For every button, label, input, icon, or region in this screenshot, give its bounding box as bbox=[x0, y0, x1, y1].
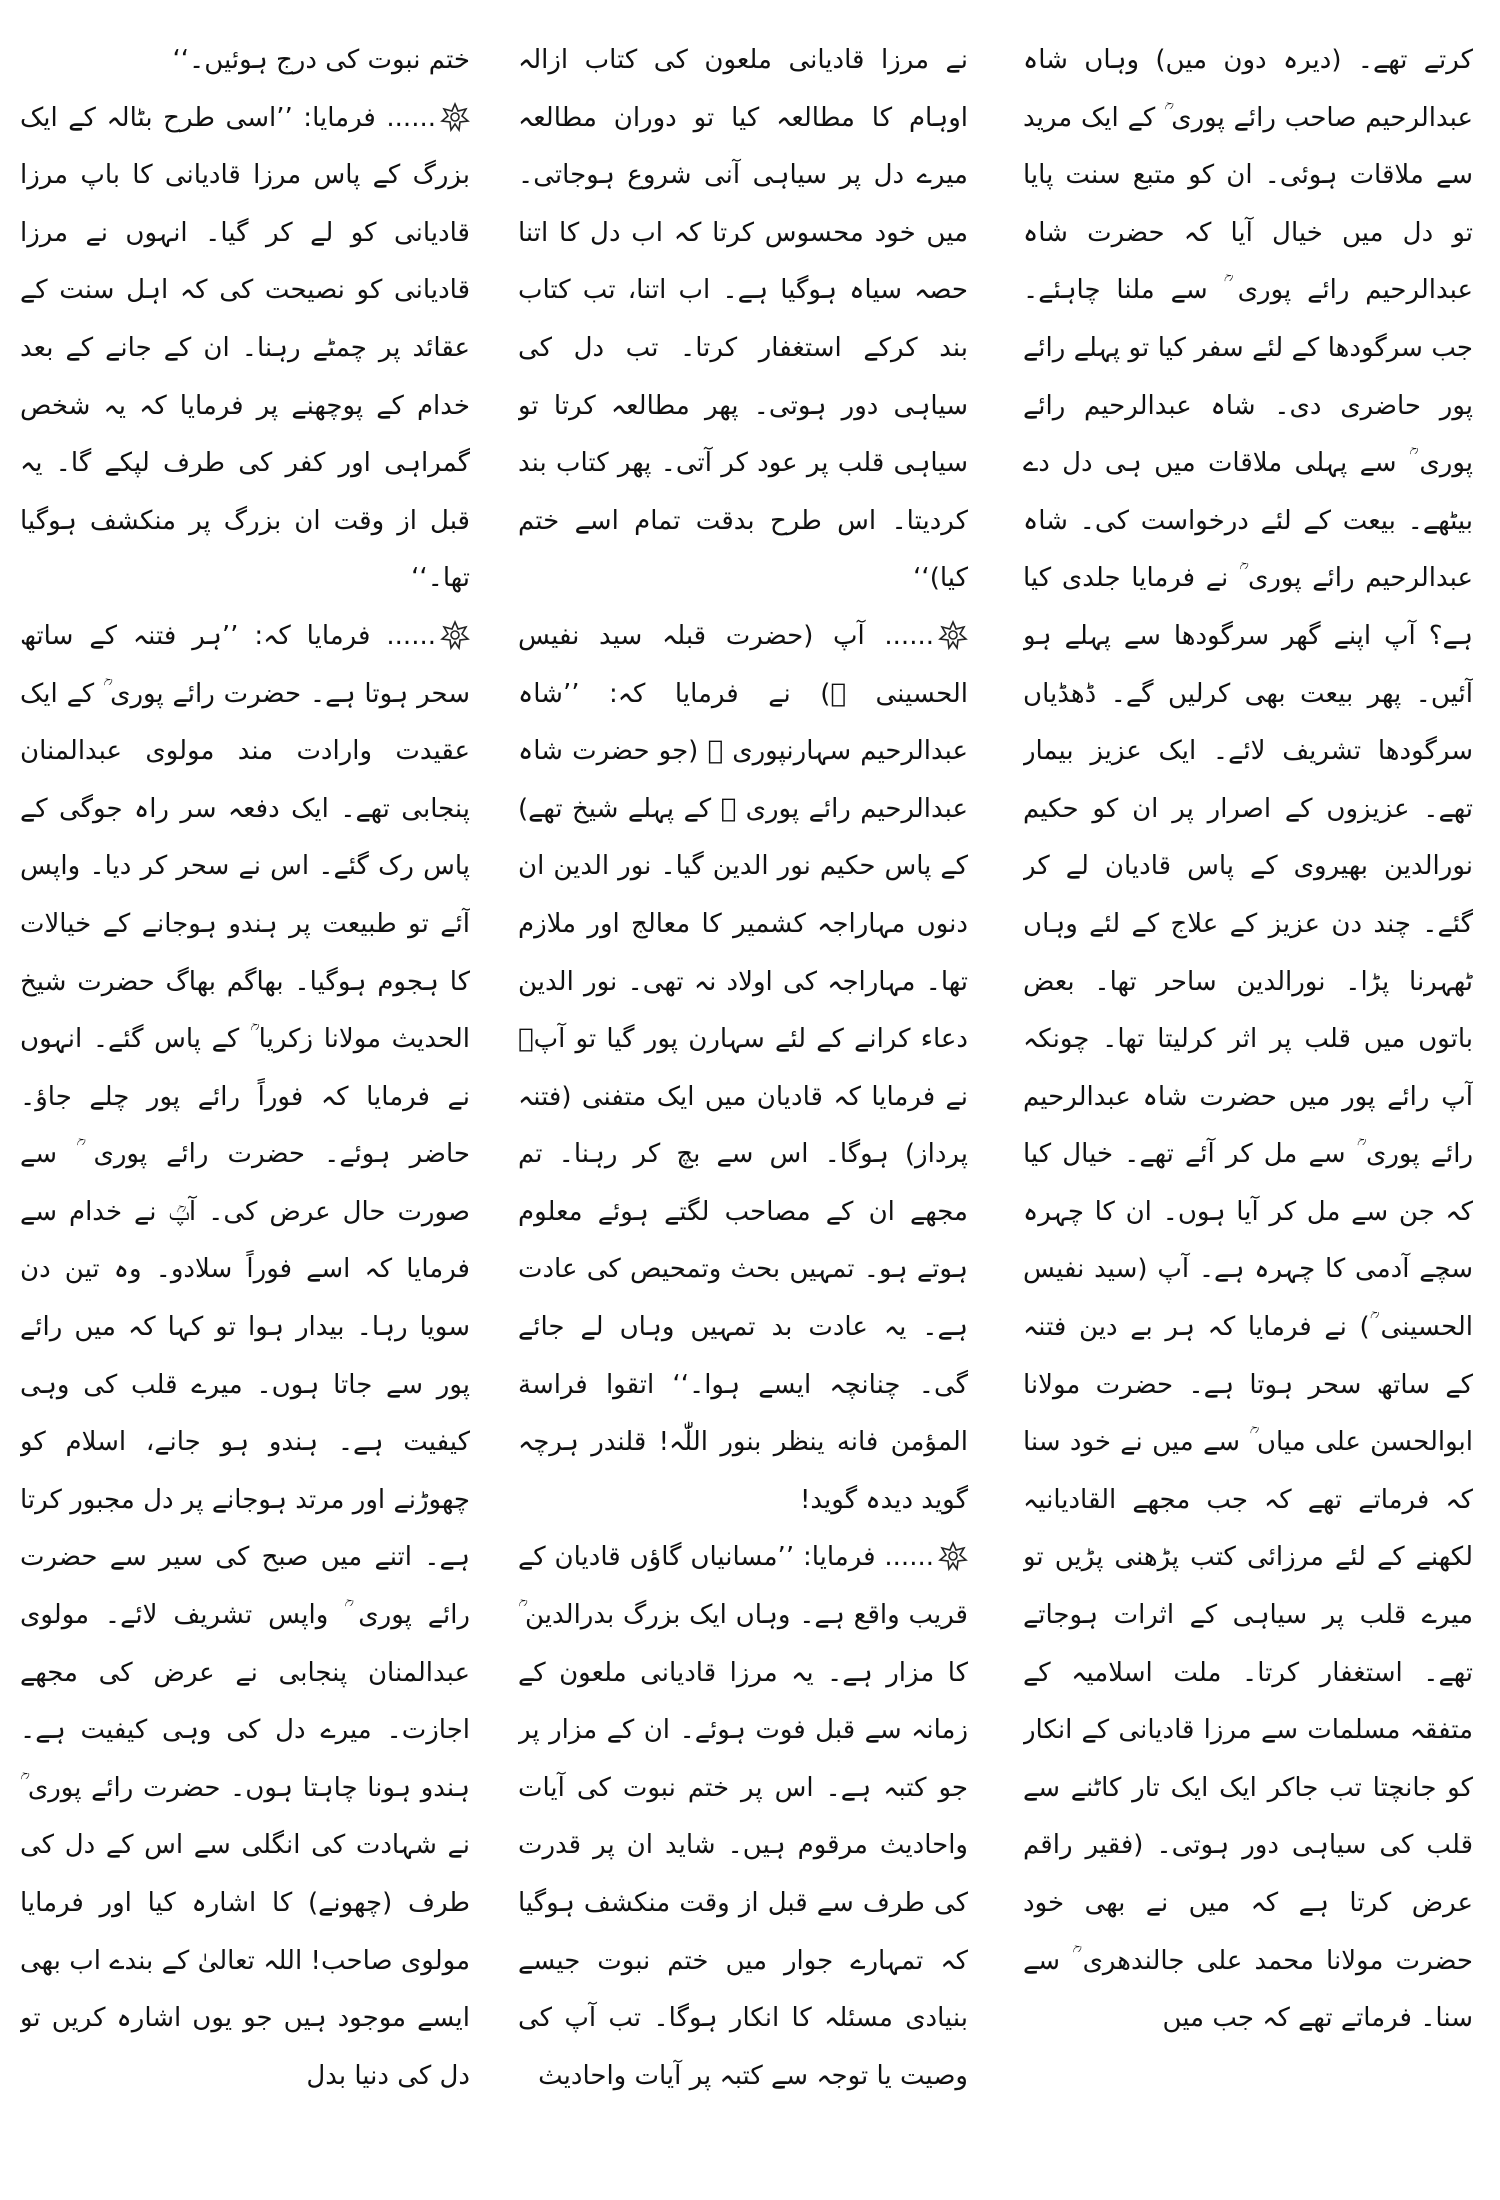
paragraph: نے مرزا قادیانی ملعون کی کتاب ازالہ اوہام کا مطالعہ کیا تو دوران مطالعہ میرے دل پر سیاہی آنی شروع ہوجاتی۔ میں خود محسوس کرتا کہ اب دل کا اتنا حصہ سیاہ ہوگیا ہے۔ اب اتنا، تب کتاب بند کرکے استغفار کرتا۔ تب دل کی سیاہی دور ہوتی۔ پھر مطالعہ کرتا تو سیاہی قلب پر عود کر آتی۔ پھر کتاب بند کردیتا۔ اس طرح بدقت تمام اسے ختم کیا)‘‘ bbox=[518, 45, 968, 594]
paragraph-with-marker bbox=[518, 608, 968, 1530]
paragraph-with-marker bbox=[20, 90, 470, 608]
star-flower-icon bbox=[440, 102, 470, 132]
paragraph-text: ...... فرمایا: ’’اسی طرح بٹالہ کے ایک بزرگ کے پاس مرزا قادیانی کا باپ مرزا قادیانی کو لے کر گیا۔ انہوں نے مرزا قادیانی کو نصیحت کی کہ اہل سنت کے عقائد پر چمٹے رہنا۔ ان کے جانے کے بعد خدام کے پوچھنے پر فرمایا کہ یہ شخص گمراہی اور کفر کی طرف لپکے گا۔ یہ قبل از وقت ان بزرگ پر منکشف ہوگیا تھا۔‘‘ bbox=[20, 102, 470, 594]
paragraph: ختم نبوت کی درج ہوئیں۔‘‘ bbox=[172, 45, 470, 75]
text-column-right bbox=[1023, 32, 1473, 2182]
text-column-left bbox=[20, 32, 470, 2182]
star-flower-icon bbox=[938, 620, 968, 650]
paragraph-with-marker bbox=[20, 608, 470, 2105]
paragraph-with-marker bbox=[518, 1529, 968, 2105]
paragraph-text: ...... فرمایا: ’’مسانیاں گاؤں قادیان کے قریب واقع ہے۔ وہاں ایک بزرگ بدرالدین ؒ کا مزار ہے۔ یہ مرزا قادیانی ملعون کے زمانہ سے قبل فوت ہوئے۔ ان کے مزار پر جو کتبہ ہے۔ اس پر ختم نبوت کی آیات واحادیث مرقوم ہیں۔ شاید ان پر قدرت کی طرف سے قبل از وقت منکشف ہوگیا کہ تمہارے جوار میں ختم نبوت جیسے بنیادی مسئلہ کا انکار ہوگا۔ تب آپ کی وصیت یا توجہ سے کتبہ پر آیات واحادیث bbox=[518, 1542, 968, 2091]
star-flower-icon bbox=[938, 1541, 968, 1571]
star-flower-icon bbox=[440, 620, 470, 650]
text-column-middle bbox=[518, 32, 968, 2182]
paragraph-text: ...... آپ (حضرت قبلہ سید نفیس الحسینی ؒ) نے فرمایا کہ: ’’شاہ عبدالرحیم سہارنپوری ؒ (جو حضرت شاہ عبدالرحیم رائے پوری ؒ کے پہلے شیخ تھے) کے پاس حکیم نور الدین گیا۔ نور الدین ان دنوں مہاراجہ کشمیر کا معالج اور ملازم تھا۔ مہاراجہ کی اولاد نہ تھی۔ نور الدین دعاء کرانے کے لئے سہارن پور گیا تو آپؒ نے فرمایا کہ قادیان میں ایک متفنی (فتنہ پرداز) ہوگا۔ اس سے بچ کر رہنا۔ تم مجھے ان کے مصاحب لگتے ہوئے معلوم ہوتے ہو۔ تمہیں بحث وتمحیص کی عادت ہے۔ یہ عادت بد تمہیں وہاں لے جائے گی۔ چنانچہ ایسے ہوا۔‘‘ اتقوا فراسة المؤمن فانه ینظر بنور اللّٰہ! قلندر ہرچہ گوید دیدہ گوید! bbox=[518, 620, 968, 1515]
paragraph-text: ...... فرمایا کہ: ’’ہر فتنہ کے ساتھ سحر ہوتا ہے۔ حضرت رائے پوری ؒ کے ایک عقیدت وارادت مند مولوی عبدالمنان پنجابی تھے۔ ایک دفعہ سر راہ جوگی کے پاس رک گئے۔ اس نے سحر کر دیا۔ واپس آئے تو طبیعت پر ہندو ہوجانے کے خیالات کا ہجوم ہوگیا۔ بھاگم بھاگ حضرت شیخ الحدیث مولانا زکریا ؒ کے پاس گئے۔ انہوں نے فرمایا کہ فوراً رائے پور چلے جاؤ۔ حاضر ہوئے۔ حضرت رائے پوری ؒ سے صورت حال عرض کی۔ آپؒ نے خدام سے فرمایا کہ اسے فوراً سلادو۔ وہ تین دن سویا رہا۔ بیدار ہوا تو کہا کہ میں رائے پور سے جاتا ہوں۔ میرے قلب کی وہی کیفیت ہے۔ ہندو ہو جانے، اسلام کو چھوڑنے اور مرتد ہوجانے پر دل مجبور کرتا ہے۔ اتنے میں صبح کی سیر سے حضرت رائے پوری ؒ واپس تشریف لائے۔ مولوی عبدالمنان پنجابی نے عرض کی مجھے اجازت۔ میرے دل کی وہی کیفیت ہے۔ ہندو ہونا چاہتا ہوں۔ حضرت رائے پوری ؒ نے شہادت کی انگلی سے اس کے دل کی طرف (چھونے) کا اشارہ کیا اور فرمایا مولوی صاحب! اللہ تعالیٰ کے بندے اب بھی ایسے موجود ہیں جو یوں اشارہ کریں تو دل کی دنیا بدل bbox=[20, 620, 470, 2091]
paragraph: کرتے تھے۔ (دیرہ دون میں) وہاں شاہ عبدالرحیم صاحب رائے پوری ؒ کے ایک مرید سے ملاقات ہوئی۔ ان کو متبع سنت پایا تو دل میں خیال آیا کہ حضرت شاہ عبدالرحیم رائے پوری ؒ سے ملنا چاہئے۔ جب سرگودھا کے لئے سفر کیا تو پہلے رائے پور حاضری دی۔ شاہ عبدالرحیم رائے پوری ؒ سے پہلی ملاقات میں ہی دل دے بیٹھے۔ بیعت کے لئے درخواست کی۔ شاہ عبدالرحیم رائے پوری ؒ نے فرمایا جلدی کیا ہے؟ آپ اپنے گھر سرگودھا سے پہلے ہو آئیں۔ پھر بیعت بھی کرلیں گے۔ ڈھڈیاں سرگودھا تشریف لائے۔ ایک عزیز بیمار تھے۔ عزیزوں کے اصرار پر ان کو حکیم نورالدین بھیروی کے پاس قادیان لے کر گئے۔ چند دن عزیز کے علاج کے لئے وہاں ٹھہرنا پڑا۔ نورالدین ساحر تھا۔ بعض باتوں میں قلب پر اثر کرلیتا تھا۔ چونکہ آپ رائے پور میں حضرت شاہ عبدالرحیم رائے پوری ؒ سے مل کر آئے تھے۔ خیال کیا کہ جن سے مل کر آیا ہوں۔ ان کا چہرہ سچے آدمی کا چہرہ ہے۔ آپ (سید نفیس الحسینی ؒ) نے فرمایا کہ ہر بے دین فتنہ کے ساتھ سحر ہوتا ہے۔ حضرت مولانا ابوالحسن علی میاں ؒ سے میں نے خود سنا کہ فرماتے تھے کہ جب مجھے القادیانیہ لکھنے کے لئے مرزائی کتب پڑھنی پڑیں تو میرے قلب پر سیاہی کے اثرات ہوجاتے تھے۔ استغفار کرتا۔ ملت اسلامیہ کے متفقہ مسلمات سے مرزا قادیانی کے انکار کو جانچتا تب جاکر ایک ایک تار کاٹنے سے قلب کی سیاہی دور ہوتی۔ (فقیر راقم عرض کرتا ہے کہ میں نے بھی خود حضرت مولانا محمد علی جالندھری ؒ سے سنا۔ فرماتے تھے کہ جب میں bbox=[1023, 45, 1473, 2034]
